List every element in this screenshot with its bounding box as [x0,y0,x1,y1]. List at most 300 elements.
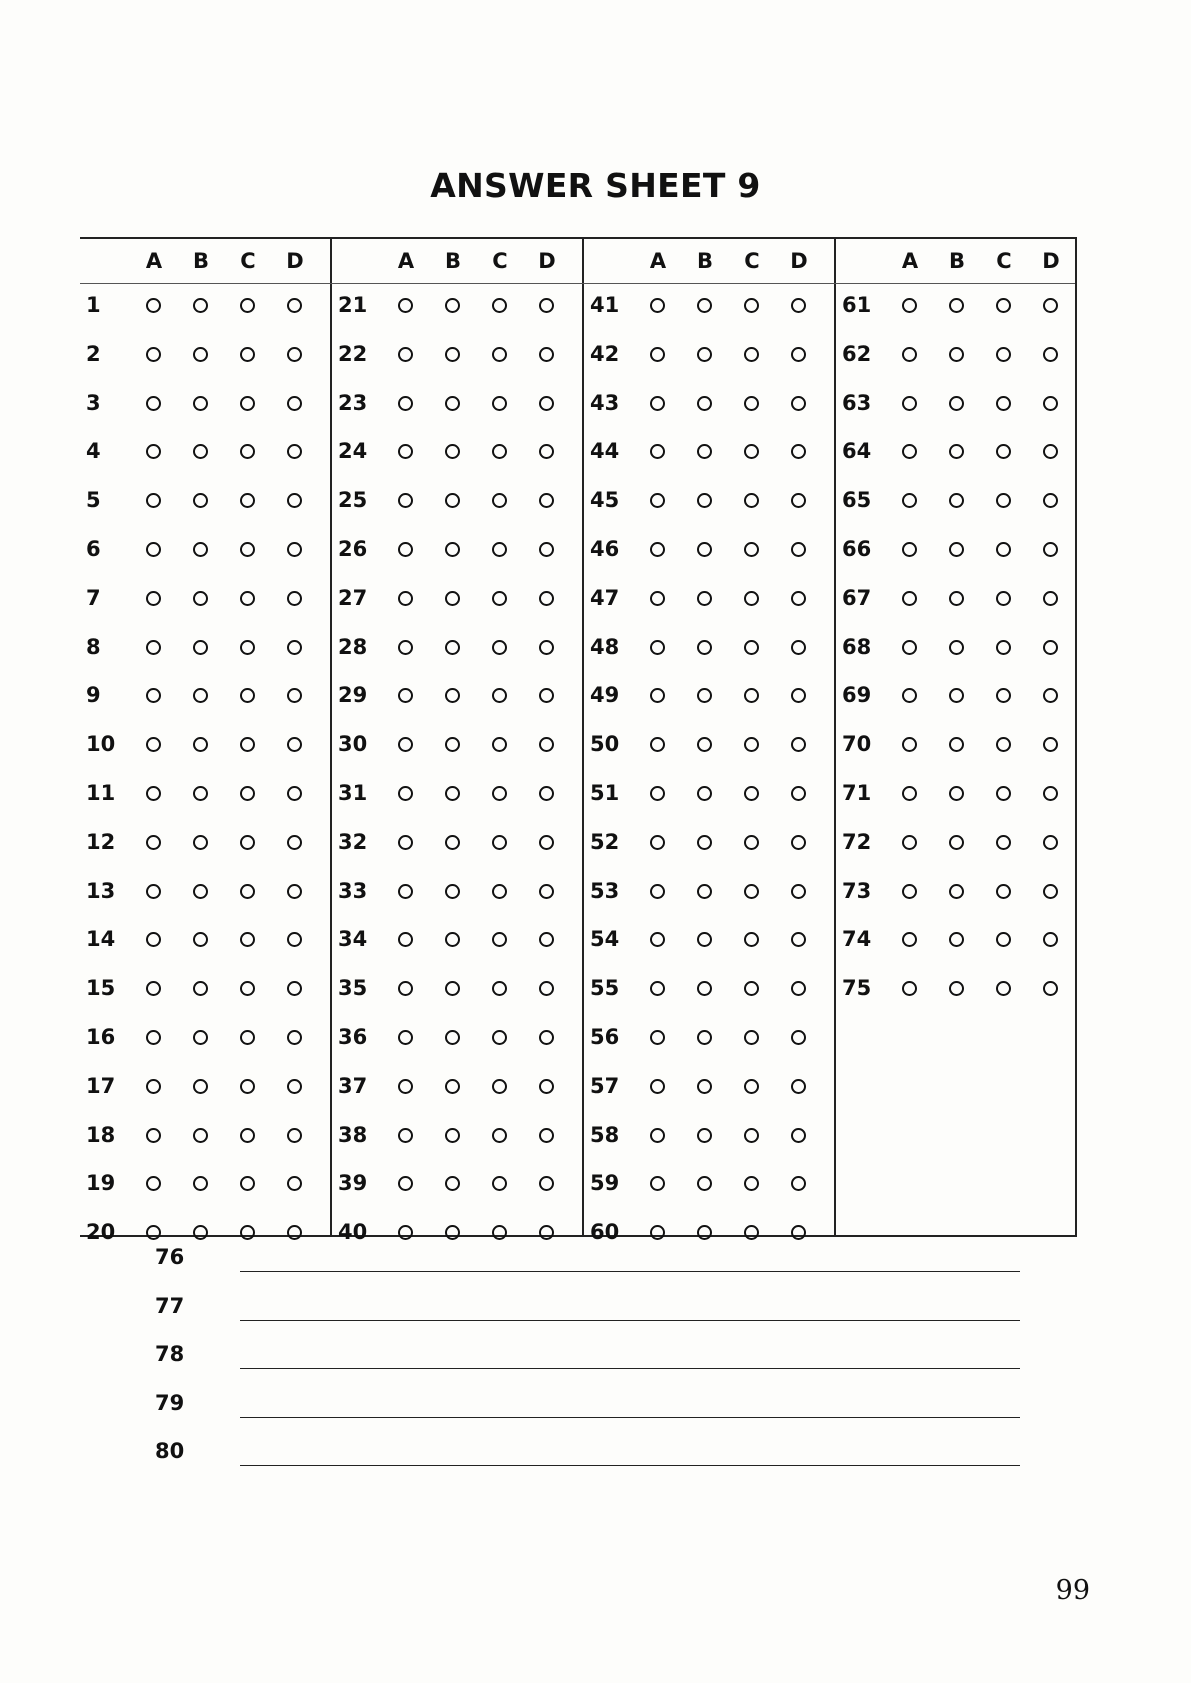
answer-bubble-d[interactable] [1043,981,1058,996]
answer-bubble-b[interactable] [697,981,712,996]
answer-bubble-d[interactable] [791,835,806,850]
answer-bubble-c[interactable] [744,981,759,996]
answer-bubble-d[interactable] [1043,737,1058,752]
answer-bubble-a[interactable] [146,884,161,899]
answer-bubble-a[interactable] [146,1128,161,1143]
answer-bubble-a[interactable] [650,444,665,459]
answer-bubble-c[interactable] [492,737,507,752]
answer-bubble-a[interactable] [650,981,665,996]
answer-bubble-d[interactable] [287,1079,302,1094]
answer-bubble-b[interactable] [697,640,712,655]
answer-bubble-c[interactable] [240,298,255,313]
answer-bubble-c[interactable] [744,688,759,703]
answer-bubble-d[interactable] [791,932,806,947]
answer-bubble-c[interactable] [996,786,1011,801]
answer-bubble-c[interactable] [492,1225,507,1240]
answer-bubble-c[interactable] [240,884,255,899]
answer-bubble-b[interactable] [445,1176,460,1191]
answer-bubble-a[interactable] [650,298,665,313]
answer-bubble-b[interactable] [445,835,460,850]
answer-bubble-d[interactable] [1043,542,1058,557]
answer-bubble-a[interactable] [146,493,161,508]
answer-bubble-c[interactable] [492,835,507,850]
answer-bubble-d[interactable] [539,396,554,411]
answer-bubble-c[interactable] [240,347,255,362]
answer-bubble-c[interactable] [240,688,255,703]
answer-bubble-a[interactable] [902,396,917,411]
answer-bubble-d[interactable] [287,347,302,362]
answer-bubble-a[interactable] [902,737,917,752]
answer-bubble-c[interactable] [744,737,759,752]
answer-bubble-a[interactable] [146,1225,161,1240]
answer-bubble-b[interactable] [445,444,460,459]
answer-bubble-a[interactable] [398,737,413,752]
answer-bubble-c[interactable] [744,396,759,411]
answer-bubble-d[interactable] [539,640,554,655]
answer-bubble-c[interactable] [492,542,507,557]
answer-bubble-b[interactable] [697,347,712,362]
answer-bubble-c[interactable] [492,444,507,459]
answer-bubble-d[interactable] [539,786,554,801]
answer-bubble-d[interactable] [1043,347,1058,362]
answer-bubble-c[interactable] [996,542,1011,557]
answer-bubble-b[interactable] [949,542,964,557]
answer-bubble-b[interactable] [193,1030,208,1045]
answer-bubble-b[interactable] [697,1030,712,1045]
answer-bubble-d[interactable] [287,493,302,508]
answer-bubble-b[interactable] [445,640,460,655]
answer-bubble-b[interactable] [949,640,964,655]
answer-bubble-a[interactable] [398,1030,413,1045]
answer-bubble-c[interactable] [744,591,759,606]
answer-bubble-d[interactable] [539,1176,554,1191]
answer-bubble-b[interactable] [949,347,964,362]
answer-bubble-a[interactable] [146,640,161,655]
answer-bubble-a[interactable] [398,835,413,850]
answer-bubble-b[interactable] [193,884,208,899]
answer-bubble-b[interactable] [445,932,460,947]
answer-bubble-d[interactable] [1043,591,1058,606]
answer-bubble-c[interactable] [492,932,507,947]
answer-bubble-c[interactable] [240,444,255,459]
answer-bubble-d[interactable] [539,688,554,703]
answer-bubble-c[interactable] [744,1176,759,1191]
answer-bubble-c[interactable] [240,1128,255,1143]
answer-bubble-d[interactable] [1043,396,1058,411]
answer-bubble-b[interactable] [949,835,964,850]
answer-bubble-c[interactable] [492,1176,507,1191]
answer-bubble-d[interactable] [539,542,554,557]
answer-bubble-a[interactable] [146,981,161,996]
answer-bubble-a[interactable] [398,981,413,996]
answer-bubble-b[interactable] [445,298,460,313]
answer-bubble-a[interactable] [398,786,413,801]
answer-bubble-a[interactable] [146,786,161,801]
answer-bubble-d[interactable] [287,932,302,947]
answer-bubble-b[interactable] [949,737,964,752]
answer-bubble-b[interactable] [949,981,964,996]
answer-bubble-a[interactable] [650,1030,665,1045]
answer-bubble-c[interactable] [240,640,255,655]
answer-bubble-d[interactable] [791,493,806,508]
answer-bubble-d[interactable] [791,688,806,703]
answer-bubble-b[interactable] [445,981,460,996]
answer-bubble-c[interactable] [996,884,1011,899]
answer-bubble-c[interactable] [240,932,255,947]
answer-bubble-b[interactable] [697,396,712,411]
answer-bubble-b[interactable] [445,786,460,801]
answer-bubble-b[interactable] [193,737,208,752]
answer-bubble-d[interactable] [287,884,302,899]
answer-bubble-c[interactable] [240,835,255,850]
answer-bubble-c[interactable] [492,640,507,655]
answer-bubble-c[interactable] [240,786,255,801]
answer-bubble-c[interactable] [744,542,759,557]
answer-bubble-c[interactable] [744,1079,759,1094]
answer-bubble-d[interactable] [791,1128,806,1143]
answer-bubble-b[interactable] [445,688,460,703]
answer-bubble-d[interactable] [539,981,554,996]
answer-bubble-a[interactable] [146,444,161,459]
answer-bubble-a[interactable] [650,1176,665,1191]
answer-bubble-c[interactable] [492,591,507,606]
answer-bubble-b[interactable] [193,640,208,655]
answer-bubble-b[interactable] [949,591,964,606]
answer-bubble-d[interactable] [1043,884,1058,899]
answer-bubble-a[interactable] [650,396,665,411]
answer-bubble-a[interactable] [650,347,665,362]
answer-bubble-b[interactable] [193,542,208,557]
answer-bubble-c[interactable] [996,835,1011,850]
answer-bubble-c[interactable] [240,1030,255,1045]
answer-bubble-a[interactable] [902,640,917,655]
answer-bubble-c[interactable] [996,932,1011,947]
answer-bubble-a[interactable] [902,786,917,801]
answer-bubble-b[interactable] [949,932,964,947]
answer-bubble-d[interactable] [287,786,302,801]
answer-bubble-b[interactable] [949,493,964,508]
answer-bubble-b[interactable] [445,591,460,606]
answer-bubble-d[interactable] [791,1225,806,1240]
answer-bubble-b[interactable] [697,444,712,459]
answer-bubble-d[interactable] [287,981,302,996]
answer-bubble-a[interactable] [398,542,413,557]
answer-bubble-c[interactable] [492,396,507,411]
answer-bubble-b[interactable] [193,1176,208,1191]
answer-bubble-c[interactable] [240,981,255,996]
answer-bubble-d[interactable] [791,591,806,606]
answer-bubble-a[interactable] [146,1079,161,1094]
answer-bubble-b[interactable] [445,1128,460,1143]
answer-bubble-a[interactable] [650,786,665,801]
answer-bubble-b[interactable] [949,884,964,899]
answer-bubble-d[interactable] [791,298,806,313]
answer-bubble-a[interactable] [902,444,917,459]
answer-bubble-b[interactable] [193,298,208,313]
answer-bubble-d[interactable] [287,1128,302,1143]
answer-bubble-d[interactable] [539,1128,554,1143]
answer-bubble-d[interactable] [1043,786,1058,801]
answer-bubble-d[interactable] [791,884,806,899]
answer-bubble-a[interactable] [902,298,917,313]
answer-bubble-a[interactable] [650,737,665,752]
answer-bubble-a[interactable] [146,591,161,606]
answer-bubble-c[interactable] [240,396,255,411]
answer-bubble-d[interactable] [791,396,806,411]
answer-bubble-a[interactable] [902,591,917,606]
answer-bubble-a[interactable] [146,932,161,947]
answer-bubble-d[interactable] [287,835,302,850]
answer-bubble-d[interactable] [539,298,554,313]
answer-bubble-a[interactable] [650,493,665,508]
answer-bubble-d[interactable] [1043,640,1058,655]
answer-bubble-a[interactable] [146,542,161,557]
answer-bubble-a[interactable] [146,396,161,411]
answer-bubble-a[interactable] [398,932,413,947]
answer-bubble-b[interactable] [193,786,208,801]
answer-bubble-c[interactable] [996,688,1011,703]
answer-bubble-b[interactable] [949,688,964,703]
answer-bubble-c[interactable] [744,1225,759,1240]
answer-bubble-c[interactable] [492,1128,507,1143]
answer-bubble-a[interactable] [650,1128,665,1143]
answer-bubble-b[interactable] [193,981,208,996]
answer-bubble-a[interactable] [146,1030,161,1045]
answer-bubble-a[interactable] [398,396,413,411]
answer-bubble-a[interactable] [398,347,413,362]
answer-line[interactable] [240,1320,1020,1321]
answer-bubble-b[interactable] [445,1079,460,1094]
answer-bubble-c[interactable] [744,298,759,313]
answer-bubble-c[interactable] [492,688,507,703]
answer-bubble-a[interactable] [146,1176,161,1191]
answer-bubble-a[interactable] [146,688,161,703]
answer-bubble-d[interactable] [1043,835,1058,850]
answer-bubble-c[interactable] [744,932,759,947]
answer-bubble-c[interactable] [744,1030,759,1045]
answer-line[interactable] [240,1271,1020,1272]
answer-bubble-a[interactable] [902,932,917,947]
answer-line[interactable] [240,1368,1020,1369]
answer-bubble-a[interactable] [146,347,161,362]
answer-bubble-a[interactable] [650,884,665,899]
answer-bubble-b[interactable] [445,347,460,362]
answer-bubble-d[interactable] [287,444,302,459]
answer-bubble-b[interactable] [445,737,460,752]
answer-bubble-d[interactable] [539,591,554,606]
answer-bubble-b[interactable] [949,444,964,459]
answer-bubble-b[interactable] [697,786,712,801]
answer-bubble-d[interactable] [1043,298,1058,313]
answer-bubble-b[interactable] [445,1030,460,1045]
answer-bubble-c[interactable] [996,981,1011,996]
answer-bubble-d[interactable] [539,347,554,362]
answer-bubble-b[interactable] [193,1079,208,1094]
answer-bubble-d[interactable] [539,835,554,850]
answer-bubble-d[interactable] [539,1030,554,1045]
answer-bubble-b[interactable] [697,688,712,703]
answer-bubble-b[interactable] [193,1128,208,1143]
answer-bubble-d[interactable] [287,737,302,752]
answer-bubble-b[interactable] [445,493,460,508]
answer-bubble-a[interactable] [902,542,917,557]
answer-bubble-b[interactable] [697,932,712,947]
answer-bubble-b[interactable] [193,688,208,703]
answer-bubble-c[interactable] [240,493,255,508]
answer-bubble-d[interactable] [791,1079,806,1094]
answer-bubble-a[interactable] [650,1079,665,1094]
answer-bubble-b[interactable] [445,1225,460,1240]
answer-bubble-a[interactable] [902,884,917,899]
answer-bubble-d[interactable] [1043,444,1058,459]
answer-bubble-d[interactable] [287,298,302,313]
answer-bubble-a[interactable] [650,688,665,703]
answer-bubble-c[interactable] [492,493,507,508]
answer-bubble-b[interactable] [697,493,712,508]
answer-bubble-c[interactable] [744,1128,759,1143]
answer-bubble-d[interactable] [791,347,806,362]
answer-bubble-d[interactable] [791,981,806,996]
answer-bubble-c[interactable] [744,493,759,508]
answer-bubble-b[interactable] [697,1079,712,1094]
answer-bubble-a[interactable] [398,884,413,899]
answer-bubble-b[interactable] [697,1176,712,1191]
answer-bubble-d[interactable] [287,1176,302,1191]
answer-bubble-a[interactable] [902,347,917,362]
answer-bubble-c[interactable] [744,444,759,459]
answer-bubble-b[interactable] [697,1128,712,1143]
answer-bubble-c[interactable] [744,884,759,899]
answer-bubble-a[interactable] [398,444,413,459]
answer-bubble-c[interactable] [492,347,507,362]
answer-bubble-d[interactable] [1043,493,1058,508]
answer-bubble-a[interactable] [398,493,413,508]
answer-bubble-c[interactable] [240,1225,255,1240]
answer-bubble-b[interactable] [697,542,712,557]
answer-bubble-c[interactable] [492,981,507,996]
answer-bubble-d[interactable] [287,1225,302,1240]
answer-bubble-b[interactable] [949,298,964,313]
answer-bubble-a[interactable] [398,298,413,313]
answer-bubble-d[interactable] [1043,932,1058,947]
answer-bubble-b[interactable] [949,396,964,411]
answer-bubble-a[interactable] [398,591,413,606]
answer-bubble-a[interactable] [146,737,161,752]
answer-bubble-a[interactable] [650,542,665,557]
answer-bubble-d[interactable] [287,396,302,411]
answer-bubble-b[interactable] [193,444,208,459]
answer-bubble-c[interactable] [996,591,1011,606]
answer-bubble-d[interactable] [791,786,806,801]
answer-bubble-a[interactable] [902,981,917,996]
answer-bubble-c[interactable] [240,1176,255,1191]
answer-bubble-d[interactable] [791,737,806,752]
answer-bubble-a[interactable] [650,1225,665,1240]
answer-bubble-c[interactable] [492,786,507,801]
answer-bubble-d[interactable] [539,737,554,752]
answer-bubble-b[interactable] [697,591,712,606]
answer-bubble-c[interactable] [996,493,1011,508]
answer-bubble-b[interactable] [193,591,208,606]
answer-bubble-d[interactable] [539,1079,554,1094]
answer-bubble-d[interactable] [539,932,554,947]
answer-bubble-d[interactable] [287,1030,302,1045]
answer-bubble-d[interactable] [539,493,554,508]
answer-bubble-c[interactable] [492,1030,507,1045]
answer-bubble-c[interactable] [492,1079,507,1094]
answer-bubble-a[interactable] [398,1079,413,1094]
answer-bubble-d[interactable] [791,444,806,459]
answer-bubble-b[interactable] [445,396,460,411]
answer-bubble-c[interactable] [996,347,1011,362]
answer-bubble-b[interactable] [697,835,712,850]
answer-bubble-b[interactable] [193,347,208,362]
answer-bubble-d[interactable] [539,884,554,899]
answer-bubble-a[interactable] [146,835,161,850]
answer-bubble-a[interactable] [398,1128,413,1143]
answer-bubble-c[interactable] [240,737,255,752]
answer-bubble-b[interactable] [697,884,712,899]
answer-bubble-d[interactable] [287,591,302,606]
answer-bubble-c[interactable] [996,737,1011,752]
answer-bubble-b[interactable] [445,884,460,899]
answer-bubble-b[interactable] [445,542,460,557]
answer-bubble-c[interactable] [744,835,759,850]
answer-bubble-a[interactable] [902,688,917,703]
answer-bubble-b[interactable] [193,493,208,508]
answer-bubble-d[interactable] [287,688,302,703]
answer-bubble-d[interactable] [1043,688,1058,703]
answer-bubble-c[interactable] [492,298,507,313]
answer-bubble-d[interactable] [791,1176,806,1191]
answer-bubble-d[interactable] [287,640,302,655]
answer-bubble-a[interactable] [650,835,665,850]
answer-bubble-b[interactable] [193,1225,208,1240]
answer-bubble-a[interactable] [398,1225,413,1240]
answer-bubble-c[interactable] [492,884,507,899]
answer-bubble-a[interactable] [650,591,665,606]
answer-bubble-c[interactable] [240,542,255,557]
answer-bubble-a[interactable] [146,298,161,313]
answer-bubble-d[interactable] [287,542,302,557]
answer-bubble-d[interactable] [539,444,554,459]
answer-bubble-a[interactable] [398,1176,413,1191]
answer-bubble-c[interactable] [996,396,1011,411]
answer-bubble-a[interactable] [398,640,413,655]
answer-bubble-a[interactable] [902,835,917,850]
answer-bubble-c[interactable] [744,786,759,801]
answer-bubble-d[interactable] [791,640,806,655]
answer-bubble-b[interactable] [697,298,712,313]
answer-bubble-a[interactable] [398,688,413,703]
answer-bubble-c[interactable] [996,640,1011,655]
answer-bubble-b[interactable] [697,737,712,752]
answer-bubble-b[interactable] [193,932,208,947]
answer-bubble-d[interactable] [791,542,806,557]
answer-bubble-b[interactable] [949,786,964,801]
answer-bubble-c[interactable] [240,1079,255,1094]
answer-bubble-a[interactable] [902,493,917,508]
answer-bubble-b[interactable] [193,835,208,850]
answer-bubble-b[interactable] [193,396,208,411]
answer-bubble-c[interactable] [744,640,759,655]
answer-bubble-c[interactable] [996,444,1011,459]
answer-bubble-d[interactable] [539,1225,554,1240]
answer-bubble-d[interactable] [791,1030,806,1045]
answer-bubble-c[interactable] [996,298,1011,313]
answer-bubble-a[interactable] [650,932,665,947]
answer-bubble-a[interactable] [650,640,665,655]
